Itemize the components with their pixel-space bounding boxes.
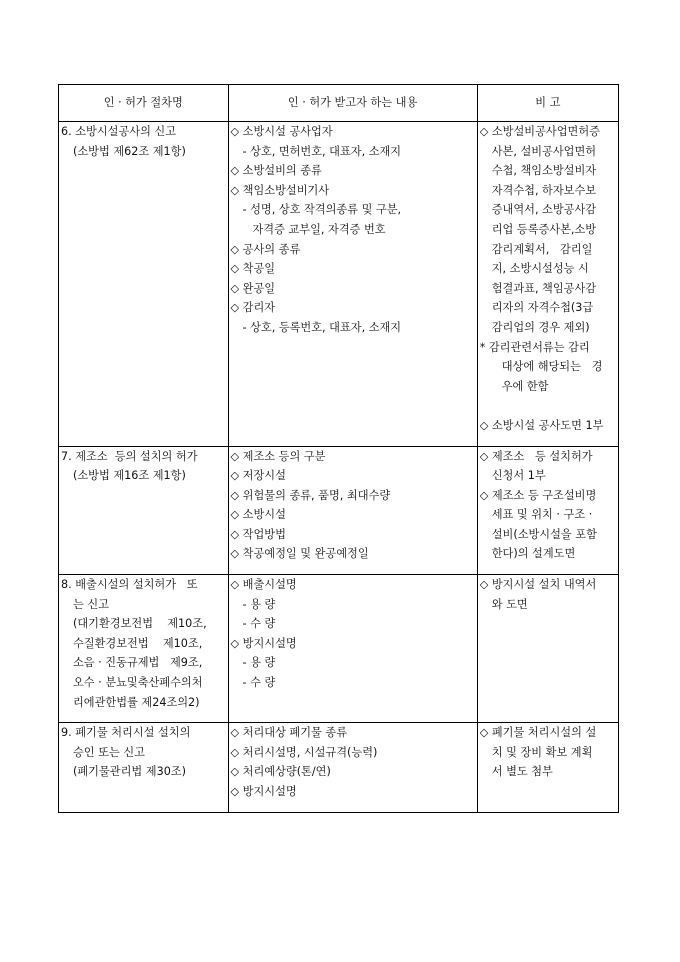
text-line: ◇ 배출시설명 (230, 578, 297, 592)
text-line: 신청서 1부 (491, 469, 546, 483)
text-line: - 용 량 (242, 656, 276, 670)
text-line: 와 도면 (491, 597, 528, 611)
table-row (59, 575, 619, 723)
text-line: 오수 · 분뇨및축산폐수의처 (73, 676, 203, 690)
text-line: (소방법 제62조 제1항) (73, 144, 186, 158)
text-line: 자격증 교부일, 자격증 번호 (252, 222, 386, 236)
text-line: ◇ 소방시설 공사업자 (230, 125, 333, 138)
text-line: ◇ 방지시설명 (230, 636, 297, 650)
text-line: 승인 또는 신고 (73, 745, 145, 759)
remarks-cell (477, 446, 618, 575)
remarks-cell (477, 723, 618, 812)
text-line: 리업 등록증사본,소방 (491, 222, 597, 236)
text-line: ◇ 처리예상량(톤/연) (230, 765, 331, 779)
text-line: ◇ 처리대상 폐기물 종류 (230, 726, 348, 740)
permit-content-cell (228, 446, 477, 575)
text-line (480, 396, 616, 416)
text-line: 사본, 설비공사업면허 (491, 144, 597, 158)
text-line: - 상호, 면허번호, 대표자, 소재지 (242, 144, 402, 158)
text-line: 설비(소방시설을 포함 (491, 527, 597, 541)
permit-content-cell (228, 575, 477, 723)
text-line: 소음 · 진동규제법 제9조, (73, 656, 203, 670)
text-line: ◇ 공사의 종류 (230, 242, 301, 256)
text-line: 자격수첩, 하자보수보 (491, 183, 597, 197)
procedure-name-cell (59, 122, 229, 447)
text-line: 8. 배출시설의 설치허가 또 (61, 578, 198, 592)
text-line: (폐기물관리법 제30조) (73, 765, 186, 779)
text-line: 험결과표, 책임공사감 (491, 281, 597, 295)
text-line: ◇ 책임소방설비기사 (230, 183, 330, 197)
text-line: ◇ 착공예정일 및 완공예정일 (230, 547, 369, 561)
text-line: 7. 제조소 등의 설치의 허가 (61, 449, 198, 463)
text-line: 서 별도 첨부 (491, 765, 553, 779)
text-line: 감리계획서, 감리일 (491, 242, 593, 256)
text-line: 한다)의 설계도면 (491, 547, 576, 561)
text-line: 우에 한함 (501, 379, 549, 393)
text-line: * 감리관련서류는 감리 (479, 340, 590, 354)
text-line: - 수 량 (242, 617, 276, 631)
text-line: 6. 소방시설공사의 신고 (61, 125, 177, 138)
text-line: 수첩, 책임소방설비자 (491, 164, 597, 178)
text-line: ◇ 소방시설 (230, 508, 286, 522)
text-line: ◇ 방지시설 설치 내역서 (479, 578, 597, 592)
text-line: - 성명, 상호 작격의종류 및 구분, (242, 203, 402, 217)
procedure-name-cell (59, 575, 229, 723)
header-procedure-name: 인 · 허가 절차명 (59, 85, 229, 122)
text-line: 세표 및 위치 · 구조 · (491, 508, 593, 522)
text-line: - 수 량 (242, 676, 276, 690)
text-line: ◇ 감리자 (230, 301, 276, 315)
text-line: ◇ 완공일 (230, 281, 276, 295)
text-line: ◇ 처리시설명, 시설규격(능력) (230, 745, 378, 759)
text-line: ◇ 제조소 등의 구분 (230, 449, 326, 463)
text-line: 지, 소방시설성능 시 (491, 262, 589, 276)
procedure-name-cell (59, 723, 229, 812)
permit-content-cell (228, 723, 477, 812)
text-line: ◇ 제조소 등 구조설비명 (479, 488, 597, 502)
text-line: - 용 량 (242, 597, 276, 611)
table-row (59, 446, 619, 575)
permit-procedure-table (58, 84, 619, 813)
text-line: - 상호, 등록번호, 대표자, 소재지 (242, 320, 402, 334)
procedure-name-cell (59, 446, 229, 575)
text-line: ◇ 작업방법 (230, 527, 286, 541)
text-line: (대기환경보전법 제10조, (73, 617, 207, 631)
text-line: ◇ 소방설비의 종류 (230, 164, 322, 178)
table-header-row (59, 85, 619, 122)
text-line: 치 및 장비 확보 계획 (491, 745, 593, 759)
remarks-cell (477, 575, 618, 723)
text-line: 9. 폐기물 처리시설 설치의 (61, 726, 191, 740)
text-line: ◇ 폐기물 처리시설의 설 (479, 726, 597, 740)
text-line: 감리업의 경우 제외) (491, 320, 590, 334)
table-row (59, 122, 619, 447)
text-line: ◇ 제조소 등 설치허가 (479, 449, 593, 463)
text-line: 리자의 자격수첩(3급 (491, 301, 594, 315)
text-line: 리에관한법률 제24조의2) (73, 695, 200, 709)
text-line: 수질환경보전법 제10조, (73, 636, 203, 650)
header-remarks: 비 고 (477, 85, 618, 122)
text-line: ◇ 소방설비공사업면허증 (479, 125, 600, 138)
text-line: ◇ 위험물의 종류, 품명, 최대수량 (230, 488, 391, 502)
text-line: (소방법 제16조 제1항) (73, 469, 186, 483)
text-line: ◇ 착공일 (230, 262, 276, 276)
text-line: 대상에 해당되는 경 (501, 360, 603, 374)
remarks-cell (477, 122, 618, 447)
text-line: 증내역서, 소방공사감 (491, 203, 597, 217)
text-line: ◇ 저장시설 (230, 469, 286, 483)
text-line: 는 신고 (73, 597, 109, 611)
text-line: ◇ 방지시설명 (230, 785, 297, 798)
permit-content-cell (228, 122, 477, 447)
table-row (59, 723, 619, 812)
text-line: ◇ 소방시설 공사도면 1부 (479, 418, 604, 432)
header-permit-content: 인 · 허가 받고자 하는 내용 (228, 85, 477, 122)
